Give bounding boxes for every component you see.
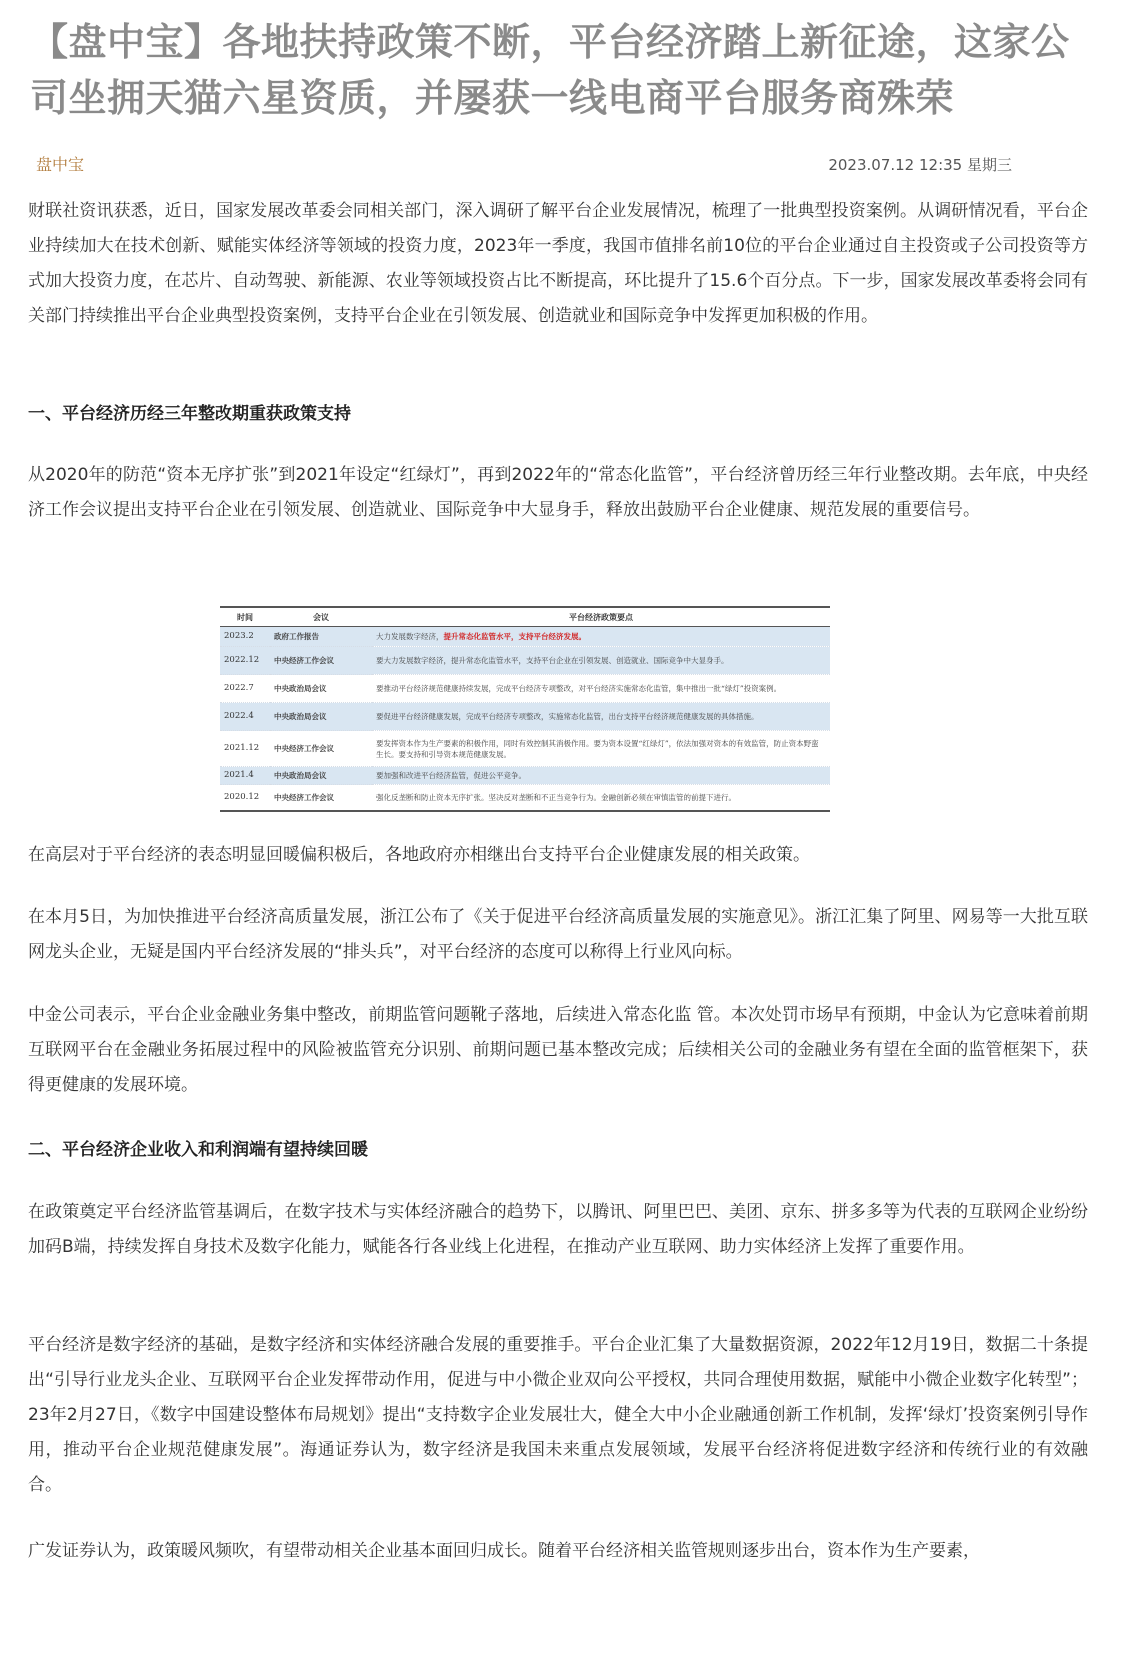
table-row	[220, 731, 830, 767]
row-points: 要推动平台经济规范健康持续发展，完成平台经济专项整改，对平台经济实施常态化监管，集中推出一批“绿灯”投资案例。	[372, 675, 830, 703]
paragraph-digital-economy: 平台经济是数字经济的基础，是数字经济和实体经济融合发展的重要推手。平台企业汇集了大量数据资源，2022年12月19日，数据二十条提出“引导行业龙头企业、互联网平台企业发挥带动作用，促进与中小微企业双向公平授权，共同合理使用数据，赋能中小微企业数字化转型”；23年2月27日，《数字中国建设整体布局规划》提出“支持数字企业发展壮大，健全大中小企业融通创新工作机制，发挥‘绿灯’投资案例引导作用，推动平台企业规范健康发展”。海通证券认为，数字经济是我国未来重点发展领域，发展平台经济将促进数字经济和传统行业的有效融合。	[28, 1335, 1088, 1495]
row-time: 2021.12	[220, 731, 270, 767]
article-datetime: 2023.07.12 12:35 星期三	[828, 156, 1012, 174]
row-points: 强化反垄断和防止资本无序扩张。坚决反对垄断和不正当竞争行为。金融创新必须在审慎监管的前提下进行。	[372, 785, 830, 811]
paragraph-gf-securities: 广发证券认为，政策暖风频吹，有望带动相关企业基本面回归成长。随着平台经济相关监管规则逐步出台，资本作为生产要素，	[28, 1541, 980, 1561]
row-points-text: 大力发展数字经济，	[376, 632, 444, 641]
row-points-highlight: 提升常态化监管水平，支持平台经济发展。	[443, 632, 586, 641]
row-meeting: 中央经济工作会议	[270, 731, 372, 767]
row-points: 要发挥资本作为生产要素的积极作用，同时有效控制其消极作用。要为资本设置“红绿灯”，依法加强对资本的有效监管，防止资本野蛮生长。要支持和引导资本规范健康发展。	[372, 731, 830, 767]
row-meeting: 中央政治局会议	[270, 675, 372, 703]
table-row	[220, 703, 830, 731]
row-meeting: 政府工作报告	[270, 627, 372, 647]
table-row	[220, 627, 830, 647]
paragraph-b-end: 在政策奠定平台经济监管基调后，在数字技术与实体经济融合的趋势下，以腾讯、阿里巴巴、美团、京东、拼多多等为代表的互联网企业纷纷加码B端，持续发挥自身技术及数字化能力，赋能各行各业线上化进程，在推动产业互联网、助力实体经济上发挥了重要作用。	[28, 1202, 1088, 1257]
table-row	[220, 675, 830, 703]
row-meeting: 中央经济工作会议	[270, 785, 372, 811]
header-time: 时间	[220, 607, 270, 627]
policy-table	[220, 606, 830, 812]
section-heading-2: 二、平台经济企业收入和利润端有望持续回暖	[28, 1140, 368, 1160]
paragraph-cicc: 中金公司表示，平台企业金融业务集中整改，前期监管问题靴子落地，后续进入常态化监 管。本次处罚市场早有预期，中金认为它意味着前期互联网平台在金融业务拓展过程中的风险被监管充分识别、前期问题已基本整改完成；后续相关公司的金融业务有望在全面的监管框架下，获得更健康的发展环境。	[28, 1005, 1088, 1095]
paragraph-zhejiang: 在本月5日，为加快推进平台经济高质量发展，浙江公布了《关于促进平台经济高质量发展的实施意见》。浙江汇集了阿里、网易等一大批互联网龙头企业，无疑是国内平台经济发展的“排头兵”，对平台经济的态度可以称得上行业风向标。	[28, 907, 1088, 962]
row-points: 要加强和改进平台经济监管，促进公平竞争。	[372, 767, 830, 785]
paragraph-intro: 财联社资讯获悉，近日，国家发展改革委会同相关部门，深入调研了解平台企业发展情况，梳理了一批典型投资案例。从调研情况看，平台企业持续加大在技术创新、赋能实体经济等领域的投资力度，2023年一季度，我国市值排名前10位的平台企业通过自主投资或子公司投资等方式加大投资力度，在芯片、自动驾驶、新能源、农业等领域投资占比不断提高，环比提升了15.6个百分点。下一步，国家发展改革委将会同有关部门持续推出平台企业典型投资案例，支持平台企业在引领发展、创造就业和国际竞争中发挥更加积极的作用。	[28, 201, 1088, 326]
row-meeting: 中央政治局会议	[270, 767, 372, 785]
table-row	[220, 785, 830, 811]
table-row	[220, 647, 830, 675]
header-meeting: 会议	[270, 607, 372, 627]
row-time: 2023.2	[220, 627, 270, 647]
policy-table-header	[220, 607, 830, 627]
row-time: 2022.12	[220, 647, 270, 675]
policy-table-image	[220, 606, 830, 812]
paragraph-local-policies: 在高层对于平台经济的表态明显回暖偏积极后，各地政府亦相继出台支持平台企业健康发展的相关政策。	[28, 845, 810, 865]
paragraph-policy-history: 从2020年的防范“资本无序扩张”到2021年设定“红绿灯”，再到2022年的“常态化监管”，平台经济曾历经三年行业整改期。去年底，中央经济工作会议提出支持平台企业在引领发展、创造就业、国际竞争中大显身手，释放出鼓励平台企业健康、规范发展的重要信号。	[28, 465, 1088, 520]
row-time: 2022.4	[220, 703, 270, 731]
row-points	[372, 627, 830, 647]
header-points: 平台经济政策要点	[372, 607, 830, 627]
row-points: 要促进平台经济健康发展，完成平台经济专项整改，实施常态化监管，出台支持平台经济规范健康发展的具体措施。	[372, 703, 830, 731]
row-meeting: 中央经济工作会议	[270, 647, 372, 675]
row-time: 2021.4	[220, 767, 270, 785]
row-points: 要大力发展数字经济，提升常态化监管水平，支持平台企业在引领发展、创造就业、国际竞争中大显身手。	[372, 647, 830, 675]
table-row	[220, 767, 830, 785]
article-title: 【盘中宝】各地扶持政策不断，平台经济踏上新征途，这家公司坐拥天猫六星资质，并屡获一线电商平台服务商殊荣	[30, 20, 1070, 120]
row-time: 2020.12	[220, 785, 270, 811]
article-source[interactable]: 盘中宝	[36, 155, 85, 174]
section-heading-1: 一、平台经济历经三年整改期重获政策支持	[28, 404, 351, 424]
row-time: 2022.7	[220, 675, 270, 703]
row-meeting: 中央政治局会议	[270, 703, 372, 731]
